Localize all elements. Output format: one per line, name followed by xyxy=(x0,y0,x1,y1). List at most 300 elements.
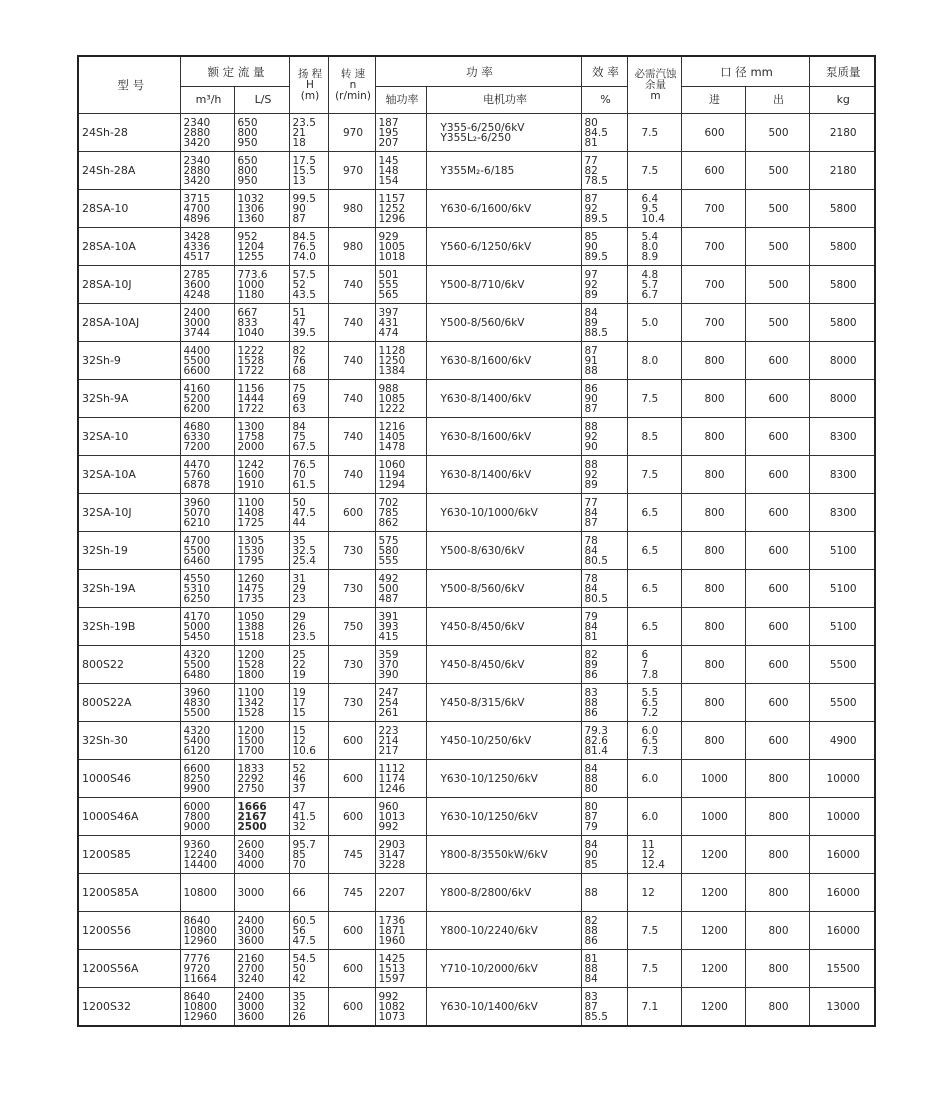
model-cell: 32Sh-19A xyxy=(78,570,180,608)
flow-ls-cell-value: 1255 xyxy=(237,250,265,263)
flow-ls-cell-value: 3600 xyxy=(237,934,265,947)
flow-m3h-cell xyxy=(180,190,234,228)
speed-cell: 740 xyxy=(328,342,375,380)
flow-m3h-cell-value: 3960 xyxy=(183,496,211,509)
model-cell: 32SA-10 xyxy=(78,418,180,456)
shaft-power-cell-value: 1246 xyxy=(378,782,406,795)
table-row xyxy=(78,798,875,836)
header-inlet: 进 xyxy=(681,87,745,114)
outlet-diameter-cell: 800 xyxy=(745,950,809,988)
flow-ls-cell-value: 2400 xyxy=(237,990,265,1003)
flow-m3h-cell xyxy=(180,532,234,570)
head-cell xyxy=(289,798,328,836)
npsh-value: 5.5 xyxy=(641,686,659,699)
flow-m3h-cell-value: 4896 xyxy=(183,212,211,225)
efficiency-cell xyxy=(581,418,627,456)
shaft-power-cell-value: 474 xyxy=(378,326,399,339)
motor-power-cell xyxy=(426,456,581,494)
motor-model: Y500-8/630/6kV xyxy=(440,544,525,557)
npsh-cell xyxy=(627,418,681,456)
efficiency-cell-value: 90 xyxy=(584,848,598,861)
efficiency-cell-value: 92 xyxy=(584,278,598,291)
table-row xyxy=(78,874,875,912)
head-cell-value: 17.5 xyxy=(292,154,316,167)
efficiency-cell-value: 87 xyxy=(584,402,598,415)
motor-model: Y630-8/1400/6kV xyxy=(440,392,532,405)
flow-m3h-cell-value: 4830 xyxy=(183,696,211,709)
mass-cell: 8300 xyxy=(809,456,875,494)
head-cell xyxy=(289,874,328,912)
efficiency-cell-value: 84 xyxy=(584,306,598,319)
shaft-power-cell-value: 1250 xyxy=(378,354,406,367)
head-cell-value: 74.0 xyxy=(292,250,316,263)
flow-m3h-cell-value: 6600 xyxy=(183,364,211,377)
head-cell xyxy=(289,152,328,190)
header-speed-unit: (r/min) xyxy=(335,89,371,102)
flow-ls-cell-value: 3000 xyxy=(237,1000,265,1013)
motor-model: Y500-8/560/6kV xyxy=(440,316,525,329)
shaft-power-cell xyxy=(375,570,426,608)
head-cell-value: 47.5 xyxy=(292,506,316,519)
flow-ls-cell-value: 833 xyxy=(237,316,258,329)
head-cell-value: 21 xyxy=(292,126,306,139)
speed-cell: 970 xyxy=(328,114,375,152)
npsh-value: 10.4 xyxy=(641,212,665,225)
mass-cell: 5500 xyxy=(809,684,875,722)
flow-ls-cell-value: 800 xyxy=(237,126,258,139)
model-cell: 24Sh-28A xyxy=(78,152,180,190)
head-cell-value: 47 xyxy=(292,316,306,329)
head-cell-value: 15 xyxy=(292,706,306,719)
flow-ls-cell-value: 1722 xyxy=(237,364,265,377)
flow-m3h-cell xyxy=(180,608,234,646)
efficiency-cell xyxy=(581,988,627,1027)
flow-ls-cell-value: 1222 xyxy=(237,344,265,357)
mass-cell: 8000 xyxy=(809,342,875,380)
efficiency-cell xyxy=(581,760,627,798)
head-cell-value: 63 xyxy=(292,402,306,415)
head-cell xyxy=(289,570,328,608)
head-cell-value: 42 xyxy=(292,972,306,985)
flow-ls-cell-value: 1666 xyxy=(237,800,267,813)
shaft-power-cell xyxy=(375,494,426,532)
model-cell: 1200S56A xyxy=(78,950,180,988)
npsh-value: 7.5 xyxy=(641,924,659,937)
head-cell xyxy=(289,836,328,874)
flow-m3h-cell-value: 4700 xyxy=(183,534,211,547)
efficiency-cell-value: 91 xyxy=(584,354,598,367)
table-row xyxy=(78,380,875,418)
flow-m3h-cell-value: 4320 xyxy=(183,724,211,737)
efficiency-cell-value: 87 xyxy=(584,1000,598,1013)
npsh-cell xyxy=(627,722,681,760)
efficiency-cell xyxy=(581,114,627,152)
flow-m3h-cell-value: 14400 xyxy=(183,858,217,871)
shaft-power-cell-value: 1128 xyxy=(378,344,406,357)
shaft-power-cell-value: 1194 xyxy=(378,468,406,481)
head-cell-value: 99.5 xyxy=(292,192,316,205)
inlet-diameter-cell: 800 xyxy=(681,342,745,380)
head-cell-value: 31 xyxy=(292,572,306,585)
flow-m3h-cell-value: 3428 xyxy=(183,230,211,243)
npsh-cell xyxy=(627,532,681,570)
speed-cell: 730 xyxy=(328,646,375,684)
mass-cell: 5500 xyxy=(809,646,875,684)
pump-spec-table xyxy=(77,55,876,1027)
flow-m3h-cell-value: 5450 xyxy=(183,630,211,643)
shaft-power-cell-value: 1216 xyxy=(378,420,406,433)
flow-ls-cell-value: 3600 xyxy=(237,1010,265,1023)
outlet-diameter-cell: 500 xyxy=(745,304,809,342)
efficiency-cell xyxy=(581,570,627,608)
flow-ls-cell xyxy=(234,722,289,760)
efficiency-cell-value: 87 xyxy=(584,344,598,357)
flow-m3h-cell xyxy=(180,722,234,760)
model-cell: 1000S46 xyxy=(78,760,180,798)
npsh-cell xyxy=(627,342,681,380)
shaft-power-cell-value: 1384 xyxy=(378,364,406,377)
head-cell xyxy=(289,494,328,532)
outlet-diameter-cell: 600 xyxy=(745,570,809,608)
flow-m3h-cell xyxy=(180,684,234,722)
speed-cell: 745 xyxy=(328,874,375,912)
shaft-power-cell-value: 1013 xyxy=(378,810,406,823)
npsh-value: 6.5 xyxy=(641,620,659,633)
efficiency-cell-value: 80 xyxy=(584,782,598,795)
shaft-power-cell-value: 1871 xyxy=(378,924,406,937)
head-cell-value: 23.5 xyxy=(292,116,316,129)
shaft-power-cell-value: 1112 xyxy=(378,762,406,775)
head-cell xyxy=(289,456,328,494)
motor-model: Y500-8/560/6kV xyxy=(440,582,525,595)
table-row xyxy=(78,912,875,950)
npsh-value: 5.7 xyxy=(641,278,659,291)
speed-cell: 740 xyxy=(328,380,375,418)
shaft-power-cell-value: 501 xyxy=(378,268,399,281)
flow-ls-cell-value: 3000 xyxy=(237,886,265,899)
head-cell-value: 23 xyxy=(292,592,306,605)
table-row xyxy=(78,570,875,608)
flow-ls-cell-value: 1360 xyxy=(237,212,265,225)
header-npsh-label: 必需汽蚀余量 xyxy=(634,67,677,91)
flow-ls-cell xyxy=(234,266,289,304)
header-model: 型 号 xyxy=(78,56,180,114)
head-cell-value: 70 xyxy=(292,468,306,481)
head-cell-value: 22 xyxy=(292,658,306,671)
flow-ls-cell xyxy=(234,608,289,646)
speed-cell: 745 xyxy=(328,836,375,874)
shaft-power-cell-value: 2903 xyxy=(378,838,406,851)
inlet-diameter-cell: 800 xyxy=(681,722,745,760)
table-row xyxy=(78,646,875,684)
flow-m3h-cell-value: 4320 xyxy=(183,648,211,661)
head-cell-value: 26 xyxy=(292,1010,306,1023)
flow-m3h-cell-value: 9360 xyxy=(183,838,211,851)
shaft-power-cell-value: 1252 xyxy=(378,202,406,215)
inlet-diameter-cell: 800 xyxy=(681,532,745,570)
model-cell: 32SA-10J xyxy=(78,494,180,532)
efficiency-cell-value: 88 xyxy=(584,458,598,471)
efficiency-cell-value: 84 xyxy=(584,506,598,519)
efficiency-cell-value: 82.6 xyxy=(584,734,608,747)
flow-m3h-cell-value: 3960 xyxy=(183,686,211,699)
flow-m3h-cell xyxy=(180,494,234,532)
efficiency-cell-value: 88 xyxy=(584,886,598,899)
outlet-diameter-cell: 600 xyxy=(745,342,809,380)
flow-ls-cell-value: 2750 xyxy=(237,782,265,795)
shaft-power-cell xyxy=(375,190,426,228)
npsh-cell xyxy=(627,570,681,608)
npsh-value: 5.4 xyxy=(641,230,659,243)
model-cell: 32Sh-9 xyxy=(78,342,180,380)
flow-ls-cell-value: 1475 xyxy=(237,582,265,595)
head-cell xyxy=(289,190,328,228)
efficiency-cell xyxy=(581,608,627,646)
flow-m3h-cell-value: 2340 xyxy=(183,116,211,129)
shaft-power-cell xyxy=(375,608,426,646)
motor-model: Y355-6/250/6kV xyxy=(440,121,525,134)
flow-m3h-cell xyxy=(180,456,234,494)
flow-ls-cell xyxy=(234,646,289,684)
header-efficiency: 效 率 xyxy=(581,56,627,87)
npsh-cell xyxy=(627,456,681,494)
efficiency-cell-value: 80.5 xyxy=(584,554,608,567)
npsh-cell xyxy=(627,874,681,912)
npsh-value: 6.0 xyxy=(641,810,659,823)
flow-m3h-cell-value: 6200 xyxy=(183,402,211,415)
shaft-power-cell xyxy=(375,798,426,836)
inlet-diameter-cell: 700 xyxy=(681,304,745,342)
header-speed xyxy=(328,56,375,114)
flow-ls-cell xyxy=(234,228,289,266)
flow-m3h-cell xyxy=(180,874,234,912)
speed-cell: 600 xyxy=(328,912,375,950)
header-flow-ls: L/S xyxy=(234,87,289,114)
flow-ls-cell-value: 4000 xyxy=(237,858,265,871)
npsh-cell xyxy=(627,494,681,532)
flow-ls-cell-value: 1500 xyxy=(237,734,265,747)
efficiency-cell-value: 83 xyxy=(584,990,598,1003)
head-cell-value: 61.5 xyxy=(292,478,316,491)
head-cell xyxy=(289,646,328,684)
head-cell-value: 57.5 xyxy=(292,268,316,281)
header-mass: 泵质量 xyxy=(809,56,875,87)
flow-ls-cell-value: 2292 xyxy=(237,772,265,785)
npsh-value: 6.5 xyxy=(641,696,659,709)
flow-m3h-cell-value: 2400 xyxy=(183,306,211,319)
inlet-diameter-cell: 1200 xyxy=(681,912,745,950)
flow-ls-cell-value: 2000 xyxy=(237,440,265,453)
efficiency-cell-value: 85 xyxy=(584,230,598,243)
table-row xyxy=(78,836,875,874)
inlet-diameter-cell: 700 xyxy=(681,190,745,228)
header-mass-unit: kg xyxy=(809,87,875,114)
head-cell-value: 23.5 xyxy=(292,630,316,643)
header-row-2 xyxy=(78,87,875,114)
head-cell-value: 75 xyxy=(292,430,306,443)
flow-m3h-cell-value: 4680 xyxy=(183,420,211,433)
mass-cell: 8300 xyxy=(809,418,875,456)
head-cell-value: 84 xyxy=(292,420,306,433)
flow-m3h-cell-value: 4550 xyxy=(183,572,211,585)
flow-ls-cell xyxy=(234,494,289,532)
flow-m3h-cell xyxy=(180,152,234,190)
flow-ls-cell-value: 1528 xyxy=(237,658,265,671)
flow-m3h-cell-value: 4248 xyxy=(183,288,211,301)
motor-power-cell xyxy=(426,342,581,380)
npsh-cell xyxy=(627,988,681,1027)
model-cell: 1000S46A xyxy=(78,798,180,836)
outlet-diameter-cell: 800 xyxy=(745,760,809,798)
flow-ls-cell-value: 1305 xyxy=(237,534,265,547)
flow-ls-cell-value: 1200 xyxy=(237,648,265,661)
shaft-power-cell-value: 1960 xyxy=(378,934,406,947)
table-body xyxy=(78,56,875,1026)
flow-ls-cell xyxy=(234,950,289,988)
inlet-diameter-cell: 800 xyxy=(681,646,745,684)
speed-cell: 730 xyxy=(328,684,375,722)
shaft-power-cell-value: 1425 xyxy=(378,952,406,965)
inlet-diameter-cell: 800 xyxy=(681,418,745,456)
npsh-value: 12.4 xyxy=(641,858,665,871)
table-row xyxy=(78,950,875,988)
shaft-power-cell-value: 500 xyxy=(378,582,399,595)
efficiency-cell-value: 81.4 xyxy=(584,744,608,757)
inlet-diameter-cell: 1200 xyxy=(681,874,745,912)
head-cell-value: 19 xyxy=(292,668,306,681)
efficiency-cell xyxy=(581,684,627,722)
efficiency-cell xyxy=(581,532,627,570)
npsh-cell xyxy=(627,190,681,228)
mass-cell: 16000 xyxy=(809,874,875,912)
shaft-power-cell-value: 154 xyxy=(378,174,399,187)
motor-model: Y630-10/1400/6kV xyxy=(440,1000,538,1013)
flow-ls-cell-value: 1530 xyxy=(237,544,265,557)
motor-model: Y800-8/3550kW/6kV xyxy=(440,848,548,861)
npsh-value: 12 xyxy=(641,848,655,861)
motor-power-cell xyxy=(426,836,581,874)
flow-ls-cell xyxy=(234,988,289,1027)
head-cell-value: 85 xyxy=(292,848,306,861)
flow-m3h-cell-value: 9000 xyxy=(183,820,211,833)
flow-m3h-cell-value: 12240 xyxy=(183,848,217,861)
flow-ls-cell-value: 1050 xyxy=(237,610,265,623)
outlet-diameter-cell: 500 xyxy=(745,228,809,266)
efficiency-cell-value: 78.5 xyxy=(584,174,608,187)
motor-power-cell xyxy=(426,760,581,798)
efficiency-cell-value: 82 xyxy=(584,914,598,927)
flow-m3h-cell-value: 10800 xyxy=(183,924,217,937)
flow-m3h-cell xyxy=(180,988,234,1027)
inlet-diameter-cell: 600 xyxy=(681,114,745,152)
flow-m3h-cell xyxy=(180,342,234,380)
flow-m3h-cell-value: 6120 xyxy=(183,744,211,757)
flow-ls-cell xyxy=(234,304,289,342)
npsh-cell xyxy=(627,836,681,874)
table-row xyxy=(78,342,875,380)
flow-m3h-cell-value: 12960 xyxy=(183,1010,217,1023)
mass-cell: 4900 xyxy=(809,722,875,760)
flow-m3h-cell xyxy=(180,798,234,836)
head-cell-value: 35 xyxy=(292,990,306,1003)
efficiency-cell xyxy=(581,380,627,418)
npsh-cell xyxy=(627,684,681,722)
motor-model: Y630-10/1000/6kV xyxy=(440,506,538,519)
head-cell-value: 10.6 xyxy=(292,744,316,757)
shaft-power-cell xyxy=(375,988,426,1027)
npsh-value: 7.5 xyxy=(641,164,659,177)
flow-ls-cell-value: 1306 xyxy=(237,202,265,215)
motor-model: Y630-8/1400/6kV xyxy=(440,468,532,481)
flow-m3h-cell-value: 3744 xyxy=(183,326,211,339)
head-cell xyxy=(289,912,328,950)
shaft-power-cell-value: 207 xyxy=(378,136,399,149)
head-cell-value: 50 xyxy=(292,496,306,509)
speed-cell: 600 xyxy=(328,988,375,1027)
efficiency-cell-value: 87 xyxy=(584,810,598,823)
shaft-power-cell-value: 960 xyxy=(378,800,399,813)
flow-ls-cell xyxy=(234,380,289,418)
flow-ls-cell xyxy=(234,532,289,570)
table-row xyxy=(78,722,875,760)
npsh-cell xyxy=(627,760,681,798)
outlet-diameter-cell: 800 xyxy=(745,836,809,874)
flow-ls-cell xyxy=(234,912,289,950)
motor-model: Y630-8/1600/6kV xyxy=(440,354,532,367)
npsh-value: 6 xyxy=(641,648,649,661)
speed-cell: 600 xyxy=(328,494,375,532)
head-cell-value: 41.5 xyxy=(292,810,316,823)
shaft-power-cell xyxy=(375,684,426,722)
shaft-power-cell xyxy=(375,114,426,152)
flow-ls-cell-value: 1040 xyxy=(237,326,265,339)
motor-model: Y355M₂-6/185 xyxy=(440,164,515,177)
head-cell xyxy=(289,342,328,380)
flow-ls-cell-value: 1518 xyxy=(237,630,265,643)
efficiency-cell xyxy=(581,266,627,304)
head-cell-value: 87 xyxy=(292,212,306,225)
efficiency-cell xyxy=(581,836,627,874)
head-cell-value: 29 xyxy=(292,582,306,595)
flow-ls-cell-value: 1600 xyxy=(237,468,265,481)
header-speed-sym: n xyxy=(349,78,357,91)
motor-model: Y450-8/315/6kV xyxy=(440,696,525,709)
header-diameter: 口 径 mm xyxy=(681,56,809,87)
outlet-diameter-cell: 600 xyxy=(745,418,809,456)
efficiency-cell-value: 89.5 xyxy=(584,250,608,263)
npsh-cell xyxy=(627,266,681,304)
table-row xyxy=(78,494,875,532)
shaft-power-cell xyxy=(375,152,426,190)
head-cell-value: 54.5 xyxy=(292,952,316,965)
flow-m3h-cell-value: 3420 xyxy=(183,174,211,187)
efficiency-cell-value: 92 xyxy=(584,430,598,443)
shaft-power-cell-value: 992 xyxy=(378,990,399,1003)
npsh-cell xyxy=(627,228,681,266)
shaft-power-cell-value: 555 xyxy=(378,278,399,291)
outlet-diameter-cell: 800 xyxy=(745,874,809,912)
motor-power-cell xyxy=(426,494,581,532)
npsh-cell xyxy=(627,798,681,836)
npsh-value: 6.0 xyxy=(641,772,659,785)
outlet-diameter-cell: 600 xyxy=(745,456,809,494)
flow-ls-cell-value: 1795 xyxy=(237,554,265,567)
efficiency-cell-value: 89.5 xyxy=(584,212,608,225)
mass-cell: 5100 xyxy=(809,570,875,608)
flow-m3h-cell-value: 11664 xyxy=(183,972,217,985)
head-cell xyxy=(289,228,328,266)
efficiency-cell-value: 92 xyxy=(584,202,598,215)
